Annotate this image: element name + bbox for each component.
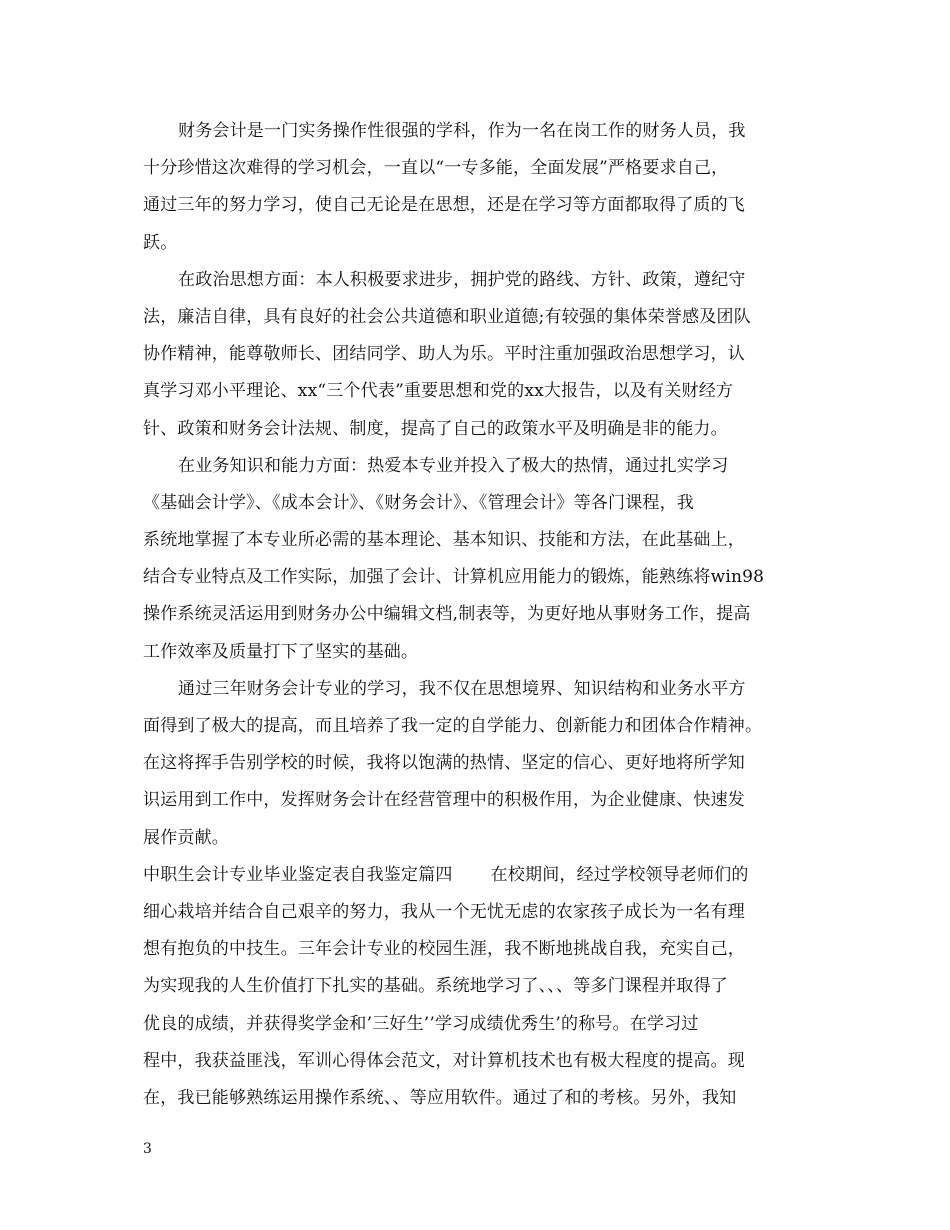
text-line: 系统地掌握了本专业所必需的基本理论、基本知识、技能和方法，在此基础上，	[143, 530, 745, 551]
text-line: 想有抱负的中技生。三年会计专业的校园生涯，我不断地挑战自我，充实自己，	[143, 939, 745, 960]
text-line: 操作系统灵活运用到财务办公中编辑文档,制表等，为更好地从事财务工作，提高	[143, 604, 751, 625]
paragraph-1	[143, 113, 823, 262]
text-line: 在业务知识和能力方面：热爱本专业并投入了极大的热情，通过扎实学习	[178, 455, 729, 476]
text-line: 协作精神，能尊敬师长、团结同学、助人为乐。平时注重加强政治思想学习，认	[143, 344, 745, 365]
page-number: 3	[143, 1141, 152, 1157]
text-line: 优良的成绩，并获得奖学金和’三好生’’学习成绩优秀生’的称号。在学习过	[143, 1013, 699, 1034]
text-line: 法，廉洁自律，具有良好的社会公共道德和职业道德;有较强的集体荣誉感及团队	[143, 306, 751, 327]
text-line: 识运用到工作中，发挥财务会计在经营管理中的积极作用，为企业健康、快速发	[143, 790, 745, 811]
text-line: 针、政策和财务会计法规、制度，提高了自己的政策水平及明确是非的能力。	[143, 418, 728, 439]
text-line: 通过三年的努力学习，使自己无论是在思想，还是在学习等方面都取得了质的飞	[143, 195, 745, 216]
heading-line	[143, 857, 823, 894]
text-line: 工作效率及质量打下了坚实的基础。	[143, 641, 419, 662]
paragraph-5	[143, 857, 823, 1117]
text-line: 《基础会计学》、《成本会计》、《财务会计》、《管理会计》等各门课程，我	[143, 492, 694, 513]
paragraph-3	[143, 448, 823, 671]
text-line: 在这将挥手告别学校的时候，我将以饱满的热情、坚定的信心、更好地将所学知	[143, 753, 745, 774]
section-heading: 中职生会计专业毕业鉴定表自我鉴定篇四	[143, 864, 453, 885]
text-line: 跃。	[143, 232, 178, 253]
text-line: 在，我已能够熟练运用操作系统、、等应用软件。通过了和的考核。另外，我知	[143, 1087, 737, 1108]
document-body	[143, 113, 823, 1117]
text-line: 细心栽培并结合自己艰辛的努力，我从一个无忧无虑的农家孩子成长为一名有理	[143, 901, 745, 922]
text-line: 通过三年财务会计专业的学习，我不仅在思想境界、知识结构和业务水平方	[178, 678, 746, 699]
text-segment: 在校期间，经过学校领导老师们的	[490, 864, 749, 885]
text-line: 财务会计是一门实务操作性很强的学科，作为一名在岗工作的财务人员，我	[178, 121, 746, 141]
text-line: 为实现我的人生价值打下扎实的基础。系统地学习了、、、等多门课程并取得了	[143, 976, 728, 997]
paragraph-2	[143, 262, 823, 448]
text-line: 真学习邓小平理论、xx“三个代表”重要思想和党的xx大报告，以及有关财经方	[143, 381, 734, 402]
paragraph-4	[143, 671, 823, 857]
text-line: 十分珍惜这次难得的学习机会，一直以“一专多能，全面发展”严格要求自己，	[143, 158, 729, 179]
text-line: 展作贡献。	[143, 827, 229, 848]
text-line: 面得到了极大的提高，而且培养了我一定的自学能力、创新能力和团体合作精神。	[143, 716, 763, 736]
text-line: 结合专业特点及工作实际，加强了会计、计算机应用能力的锻炼，能熟练将win98	[143, 567, 765, 588]
text-line: 在政治思想方面：本人积极要求进步，拥护党的路线、方针、政策，遵纪守	[178, 269, 746, 290]
text-line: 程中，我获益匪浅，军训心得体会范文，对计算机技术也有极大程度的提高。现	[143, 1050, 745, 1071]
